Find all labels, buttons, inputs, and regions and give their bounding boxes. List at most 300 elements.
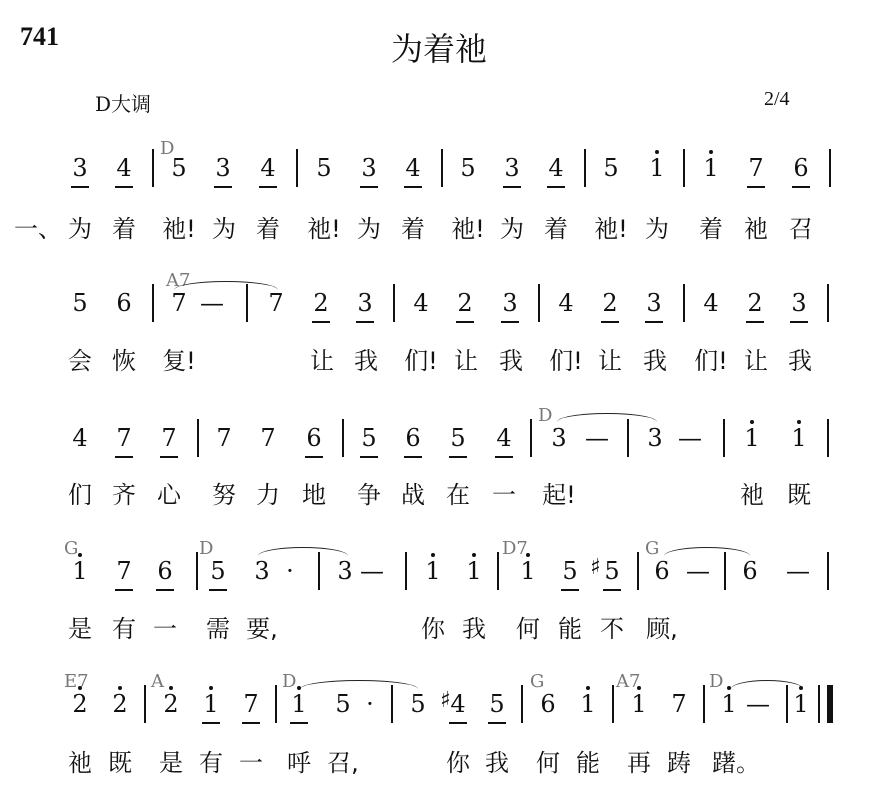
jianpu-note — [574, 690, 602, 718]
lyric-char: 你 — [446, 749, 470, 777]
lyric-char: 为 — [212, 215, 236, 243]
note-digit: 3 — [254, 557, 270, 585]
note-digit: 7 — [171, 289, 187, 317]
jianpu-note — [583, 424, 611, 452]
underline-beam — [156, 589, 174, 591]
jianpu-note — [787, 154, 815, 182]
note-digit: 5 — [603, 154, 619, 182]
chord-symbol: A7 — [616, 671, 641, 692]
barline — [144, 685, 146, 723]
underline-beam — [312, 321, 330, 323]
jianpu-note — [237, 690, 265, 718]
note-digit: 7 — [748, 154, 764, 182]
chord-symbol: D — [282, 671, 297, 692]
jianpu-note — [66, 154, 94, 182]
lyric-char: 着 — [544, 215, 568, 243]
barline — [196, 552, 198, 590]
underline-beam — [71, 186, 89, 188]
underline-beam — [495, 456, 513, 458]
lyric-char: 让 — [310, 347, 334, 375]
lyric-char: 祂! — [594, 215, 628, 243]
barline — [152, 149, 154, 187]
note-digit: 3 — [215, 154, 231, 182]
jianpu-note — [643, 154, 671, 182]
lyric-char: 祂! — [451, 215, 485, 243]
underline-beam — [449, 722, 467, 724]
jianpu-note — [785, 424, 813, 452]
jianpu-note — [454, 154, 482, 182]
note-digit: 5 — [335, 690, 351, 718]
high-octave-dot — [118, 686, 122, 690]
high-octave-dot — [78, 553, 82, 557]
jianpu-note — [66, 424, 94, 452]
barline — [827, 284, 829, 322]
jianpu-note — [460, 557, 488, 585]
note-digit: 7 — [116, 424, 132, 452]
lyric-char: 呼 — [287, 749, 311, 777]
tie-slur — [731, 680, 803, 689]
lyric-char: 着 — [256, 215, 280, 243]
time-signature: 2/4 — [764, 88, 790, 110]
jianpu-note — [254, 424, 282, 452]
note-digit: 5 — [361, 424, 377, 452]
jianpu-note — [254, 154, 282, 182]
lyric-char: 齐 — [112, 481, 136, 509]
underline-beam — [290, 722, 308, 724]
final-barline — [827, 685, 833, 723]
underline-beam — [503, 186, 521, 188]
lyric-char: 不 — [600, 615, 624, 643]
note-digit: 3 — [337, 557, 353, 585]
note-digit: — — [585, 424, 609, 452]
underline-beam — [259, 186, 277, 188]
note-digit: · — [286, 557, 294, 585]
note-digit: 3 — [361, 154, 377, 182]
underline-beam — [214, 186, 232, 188]
lyric-char: 躇。 — [712, 749, 760, 777]
note-digit: 1 — [203, 690, 219, 718]
jianpu-note — [597, 154, 625, 182]
lyric-char: 祂! — [162, 215, 196, 243]
lyric-char: 何 — [516, 615, 540, 643]
jianpu-note — [285, 690, 313, 718]
barline — [530, 419, 532, 457]
underline-beam — [792, 186, 810, 188]
chord-symbol: D — [199, 538, 214, 559]
note-digit: 7 — [671, 690, 687, 718]
jianpu-note — [248, 557, 276, 585]
jianpu-note — [198, 289, 226, 317]
note-digit: 7 — [260, 424, 276, 452]
chord-symbol: A — [151, 671, 164, 692]
jianpu-note — [641, 424, 669, 452]
tie-slur — [300, 680, 418, 689]
note-digit: 3 — [357, 289, 373, 317]
jianpu-note — [351, 289, 379, 317]
note-digit: 2 — [72, 690, 88, 718]
high-octave-dot — [169, 686, 173, 690]
jianpu-note — [404, 690, 432, 718]
jianpu-note — [451, 289, 479, 317]
note-digit: 2 — [602, 289, 618, 317]
lyric-char: 心 — [157, 481, 181, 509]
jianpu-note — [276, 557, 304, 585]
underline-beam — [305, 456, 323, 458]
lyric-char: 为 — [357, 215, 381, 243]
lyric-char: 争 — [357, 481, 381, 509]
note-digit: 5 — [210, 557, 226, 585]
note-digit: 6 — [540, 690, 556, 718]
lyric-char: 一 — [239, 749, 263, 777]
jianpu-note — [399, 424, 427, 452]
jianpu-note — [665, 690, 693, 718]
lyric-char: 让 — [744, 347, 768, 375]
jianpu-note — [300, 424, 328, 452]
chord-symbol: D — [160, 138, 175, 159]
barline — [724, 552, 726, 590]
note-digit: 5 — [460, 154, 476, 182]
lyric-char: 既 — [108, 749, 132, 777]
note-digit: 1 — [793, 690, 809, 718]
jianpu-note — [741, 289, 769, 317]
jianpu-note — [697, 289, 725, 317]
lyric-char: 起! — [542, 481, 576, 509]
jianpu-note — [329, 690, 357, 718]
note-digit: 3 — [791, 289, 807, 317]
barline — [723, 419, 725, 457]
barline — [627, 419, 629, 457]
note-digit: 5 — [489, 690, 505, 718]
jianpu-note — [787, 690, 815, 718]
jianpu-note — [110, 424, 138, 452]
lyric-char: 要, — [246, 615, 278, 643]
jianpu-note — [151, 557, 179, 585]
note-digit: 4 — [260, 154, 276, 182]
lyric-char: 们! — [549, 347, 583, 375]
barline — [197, 419, 199, 457]
note-digit: 5 — [171, 154, 187, 182]
note-digit: — — [360, 557, 384, 585]
jianpu-note — [262, 289, 290, 317]
high-octave-dot — [586, 686, 590, 690]
underline-beam — [115, 589, 133, 591]
barline — [818, 685, 820, 723]
lyric-char: 我 — [462, 615, 486, 643]
lyric-char: 着 — [401, 215, 425, 243]
high-octave-dot — [797, 420, 801, 424]
note-digit: 4 — [72, 424, 88, 452]
underline-beam — [242, 722, 260, 724]
jianpu-note — [625, 690, 653, 718]
jianpu-note — [676, 424, 704, 452]
chord-symbol: A7 — [166, 270, 191, 291]
jianpu-note — [444, 424, 472, 452]
jianpu-note — [407, 289, 435, 317]
lyric-char: 是 — [159, 749, 183, 777]
lyric-char: 在 — [446, 481, 470, 509]
barline — [703, 685, 705, 723]
underline-beam — [404, 456, 422, 458]
chord-symbol: G — [64, 538, 79, 559]
underline-beam — [645, 321, 663, 323]
lyric-char: 努 — [212, 481, 236, 509]
lyric-char: 们! — [404, 347, 438, 375]
lyric-char: 一 — [492, 481, 516, 509]
jianpu-note — [496, 289, 524, 317]
underline-beam — [747, 186, 765, 188]
lyric-char: 需 — [206, 615, 230, 643]
underline-beam — [209, 589, 227, 591]
lyric-char: 让 — [598, 347, 622, 375]
note-digit: 3 — [551, 424, 567, 452]
tie-slur — [258, 547, 348, 556]
note-digit: 4 — [496, 424, 512, 452]
lyric-char: 一 — [153, 615, 177, 643]
jianpu-note — [738, 424, 766, 452]
jianpu-note — [307, 289, 335, 317]
note-digit: — — [786, 557, 810, 585]
jianpu-note — [310, 154, 338, 182]
lyric-char: 祂! — [307, 215, 341, 243]
note-digit: 6 — [654, 557, 670, 585]
note-digit: 7 — [116, 557, 132, 585]
barline — [391, 685, 393, 723]
barline — [152, 284, 154, 322]
barline — [521, 685, 523, 723]
note-digit: 3 — [647, 424, 663, 452]
note-digit: 5 — [562, 557, 578, 585]
note-digit: 1 — [425, 557, 441, 585]
lyric-char: 我 — [788, 347, 812, 375]
lyric-char: 你 — [421, 615, 445, 643]
note-digit: 4 — [548, 154, 564, 182]
sharp-sign: ♯ — [590, 555, 601, 580]
underline-beam — [356, 321, 374, 323]
jianpu-note — [534, 690, 562, 718]
jianpu-note — [399, 154, 427, 182]
lyric-char: 能 — [576, 749, 600, 777]
barline — [683, 284, 685, 322]
lyric-char: 是 — [68, 615, 92, 643]
hymn-title: 为着祂 — [390, 30, 487, 68]
jianpu-note — [66, 289, 94, 317]
sharp-sign: ♯ — [440, 688, 451, 713]
note-digit: 2 — [313, 289, 329, 317]
underline-beam — [115, 456, 133, 458]
note-digit: 6 — [793, 154, 809, 182]
barline — [405, 552, 407, 590]
note-digit: 5 — [604, 557, 620, 585]
barline — [637, 552, 639, 590]
lyric-char: 有 — [112, 615, 136, 643]
chord-symbol: E7 — [64, 671, 89, 692]
jianpu-note — [514, 557, 542, 585]
underline-beam — [746, 321, 764, 323]
lyric-char: 战 — [401, 481, 425, 509]
note-digit: 3 — [72, 154, 88, 182]
lyric-char: 会 — [68, 347, 92, 375]
jianpu-note — [785, 289, 813, 317]
barline — [296, 149, 298, 187]
high-octave-dot — [709, 150, 713, 154]
note-digit: 1 — [721, 690, 737, 718]
underline-beam — [360, 456, 378, 458]
lyric-char: 为 — [500, 215, 524, 243]
lyric-char: 既 — [787, 481, 811, 509]
jianpu-note — [697, 154, 725, 182]
key-signature: D大调 — [95, 92, 152, 116]
lyric-char: 们 — [68, 481, 92, 509]
lyric-char: 复! — [162, 347, 196, 375]
note-digit: 7 — [243, 690, 259, 718]
lyric-char: 地 — [302, 481, 326, 509]
note-digit: 1 — [466, 557, 482, 585]
jianpu-note — [110, 557, 138, 585]
note-digit: 1 — [580, 690, 596, 718]
high-octave-dot — [209, 686, 213, 690]
note-digit: 1 — [791, 424, 807, 452]
chord-symbol: G — [530, 671, 545, 692]
barline — [342, 419, 344, 457]
jianpu-note — [648, 557, 676, 585]
jianpu-note — [545, 424, 573, 452]
note-digit: 6 — [405, 424, 421, 452]
jianpu-note — [106, 690, 134, 718]
note-digit: 1 — [649, 154, 665, 182]
note-digit: 4 — [405, 154, 421, 182]
note-digit: 6 — [306, 424, 322, 452]
barline — [827, 419, 829, 457]
note-digit: 3 — [502, 289, 518, 317]
jianpu-note — [358, 557, 386, 585]
note-digit: 1 — [72, 557, 88, 585]
underline-beam — [601, 321, 619, 323]
underline-beam — [603, 589, 621, 591]
note-digit: 6 — [742, 557, 758, 585]
lyric-char: 为 — [68, 215, 92, 243]
jianpu-note — [596, 289, 624, 317]
lyric-char: 让 — [454, 347, 478, 375]
jianpu-note — [210, 424, 238, 452]
note-digit: 7 — [216, 424, 232, 452]
hymn-number: 741 — [20, 22, 59, 51]
barline — [786, 685, 788, 723]
note-digit: 4 — [413, 289, 429, 317]
jianpu-note — [498, 154, 526, 182]
note-digit: 4 — [703, 289, 719, 317]
jianpu-note — [556, 557, 584, 585]
note-digit: 4 — [116, 154, 132, 182]
underline-beam — [360, 186, 378, 188]
lyric-char: 召 — [789, 215, 813, 243]
underline-beam — [456, 321, 474, 323]
jianpu-note — [66, 557, 94, 585]
barline — [827, 552, 829, 590]
jianpu-note — [483, 690, 511, 718]
note-digit: 7 — [268, 289, 284, 317]
jianpu-note — [744, 690, 772, 718]
note-digit: · — [366, 690, 374, 718]
high-octave-dot — [431, 553, 435, 557]
note-digit: 1 — [520, 557, 536, 585]
jianpu-note — [110, 154, 138, 182]
lyric-char: 力 — [256, 481, 280, 509]
jianpu-note — [165, 289, 193, 317]
underline-beam — [790, 321, 808, 323]
barline — [441, 149, 443, 187]
lyric-char: 召, — [327, 749, 359, 777]
jianpu-note — [715, 690, 743, 718]
underline-beam — [160, 456, 178, 458]
lyric-char: 为 — [645, 215, 669, 243]
lyric-char: 再 — [627, 749, 651, 777]
note-digit: 6 — [116, 289, 132, 317]
barline — [683, 149, 685, 187]
note-digit: 4 — [558, 289, 574, 317]
underline-beam — [449, 456, 467, 458]
jianpu-note — [552, 289, 580, 317]
barline — [612, 685, 614, 723]
note-digit: — — [678, 424, 702, 452]
lyric-char: 祂 — [744, 215, 768, 243]
note-digit: 5 — [450, 424, 466, 452]
underline-beam — [501, 321, 519, 323]
underline-beam — [488, 722, 506, 724]
note-digit: 1 — [631, 690, 647, 718]
jianpu-note — [355, 424, 383, 452]
high-octave-dot — [750, 420, 754, 424]
note-digit: 3 — [646, 289, 662, 317]
jianpu-note — [736, 557, 764, 585]
jianpu-note — [684, 557, 712, 585]
underline-beam — [115, 186, 133, 188]
jianpu-note — [356, 690, 384, 718]
note-digit: 5 — [316, 154, 332, 182]
jianpu-note — [155, 424, 183, 452]
underline-beam — [202, 722, 220, 724]
barline — [318, 552, 320, 590]
jianpu-note — [490, 424, 518, 452]
chord-symbol: D — [709, 671, 724, 692]
lyric-char: 踌 — [667, 749, 691, 777]
jianpu-note — [209, 154, 237, 182]
jianpu-note — [640, 289, 668, 317]
note-digit: 1 — [703, 154, 719, 182]
high-octave-dot — [655, 150, 659, 154]
note-digit: 2 — [747, 289, 763, 317]
jianpu-note — [331, 557, 359, 585]
tie-slur — [557, 413, 657, 422]
note-digit: 1 — [744, 424, 760, 452]
jianpu-note — [197, 690, 225, 718]
lyric-char: 我 — [354, 347, 378, 375]
note-digit: 5 — [410, 690, 426, 718]
barline — [538, 284, 540, 322]
jianpu-note — [66, 690, 94, 718]
chord-symbol: G — [645, 538, 660, 559]
lyric-char: 着 — [699, 215, 723, 243]
lyric-char: 一、 — [14, 215, 62, 243]
jianpu-note — [598, 557, 626, 585]
jianpu-note — [419, 557, 447, 585]
lyric-char: 我 — [643, 347, 667, 375]
underline-beam — [547, 186, 565, 188]
note-digit: 2 — [457, 289, 473, 317]
note-digit: 1 — [291, 690, 307, 718]
barline — [497, 552, 499, 590]
note-digit: 2 — [112, 690, 128, 718]
tie-slur — [664, 547, 750, 556]
